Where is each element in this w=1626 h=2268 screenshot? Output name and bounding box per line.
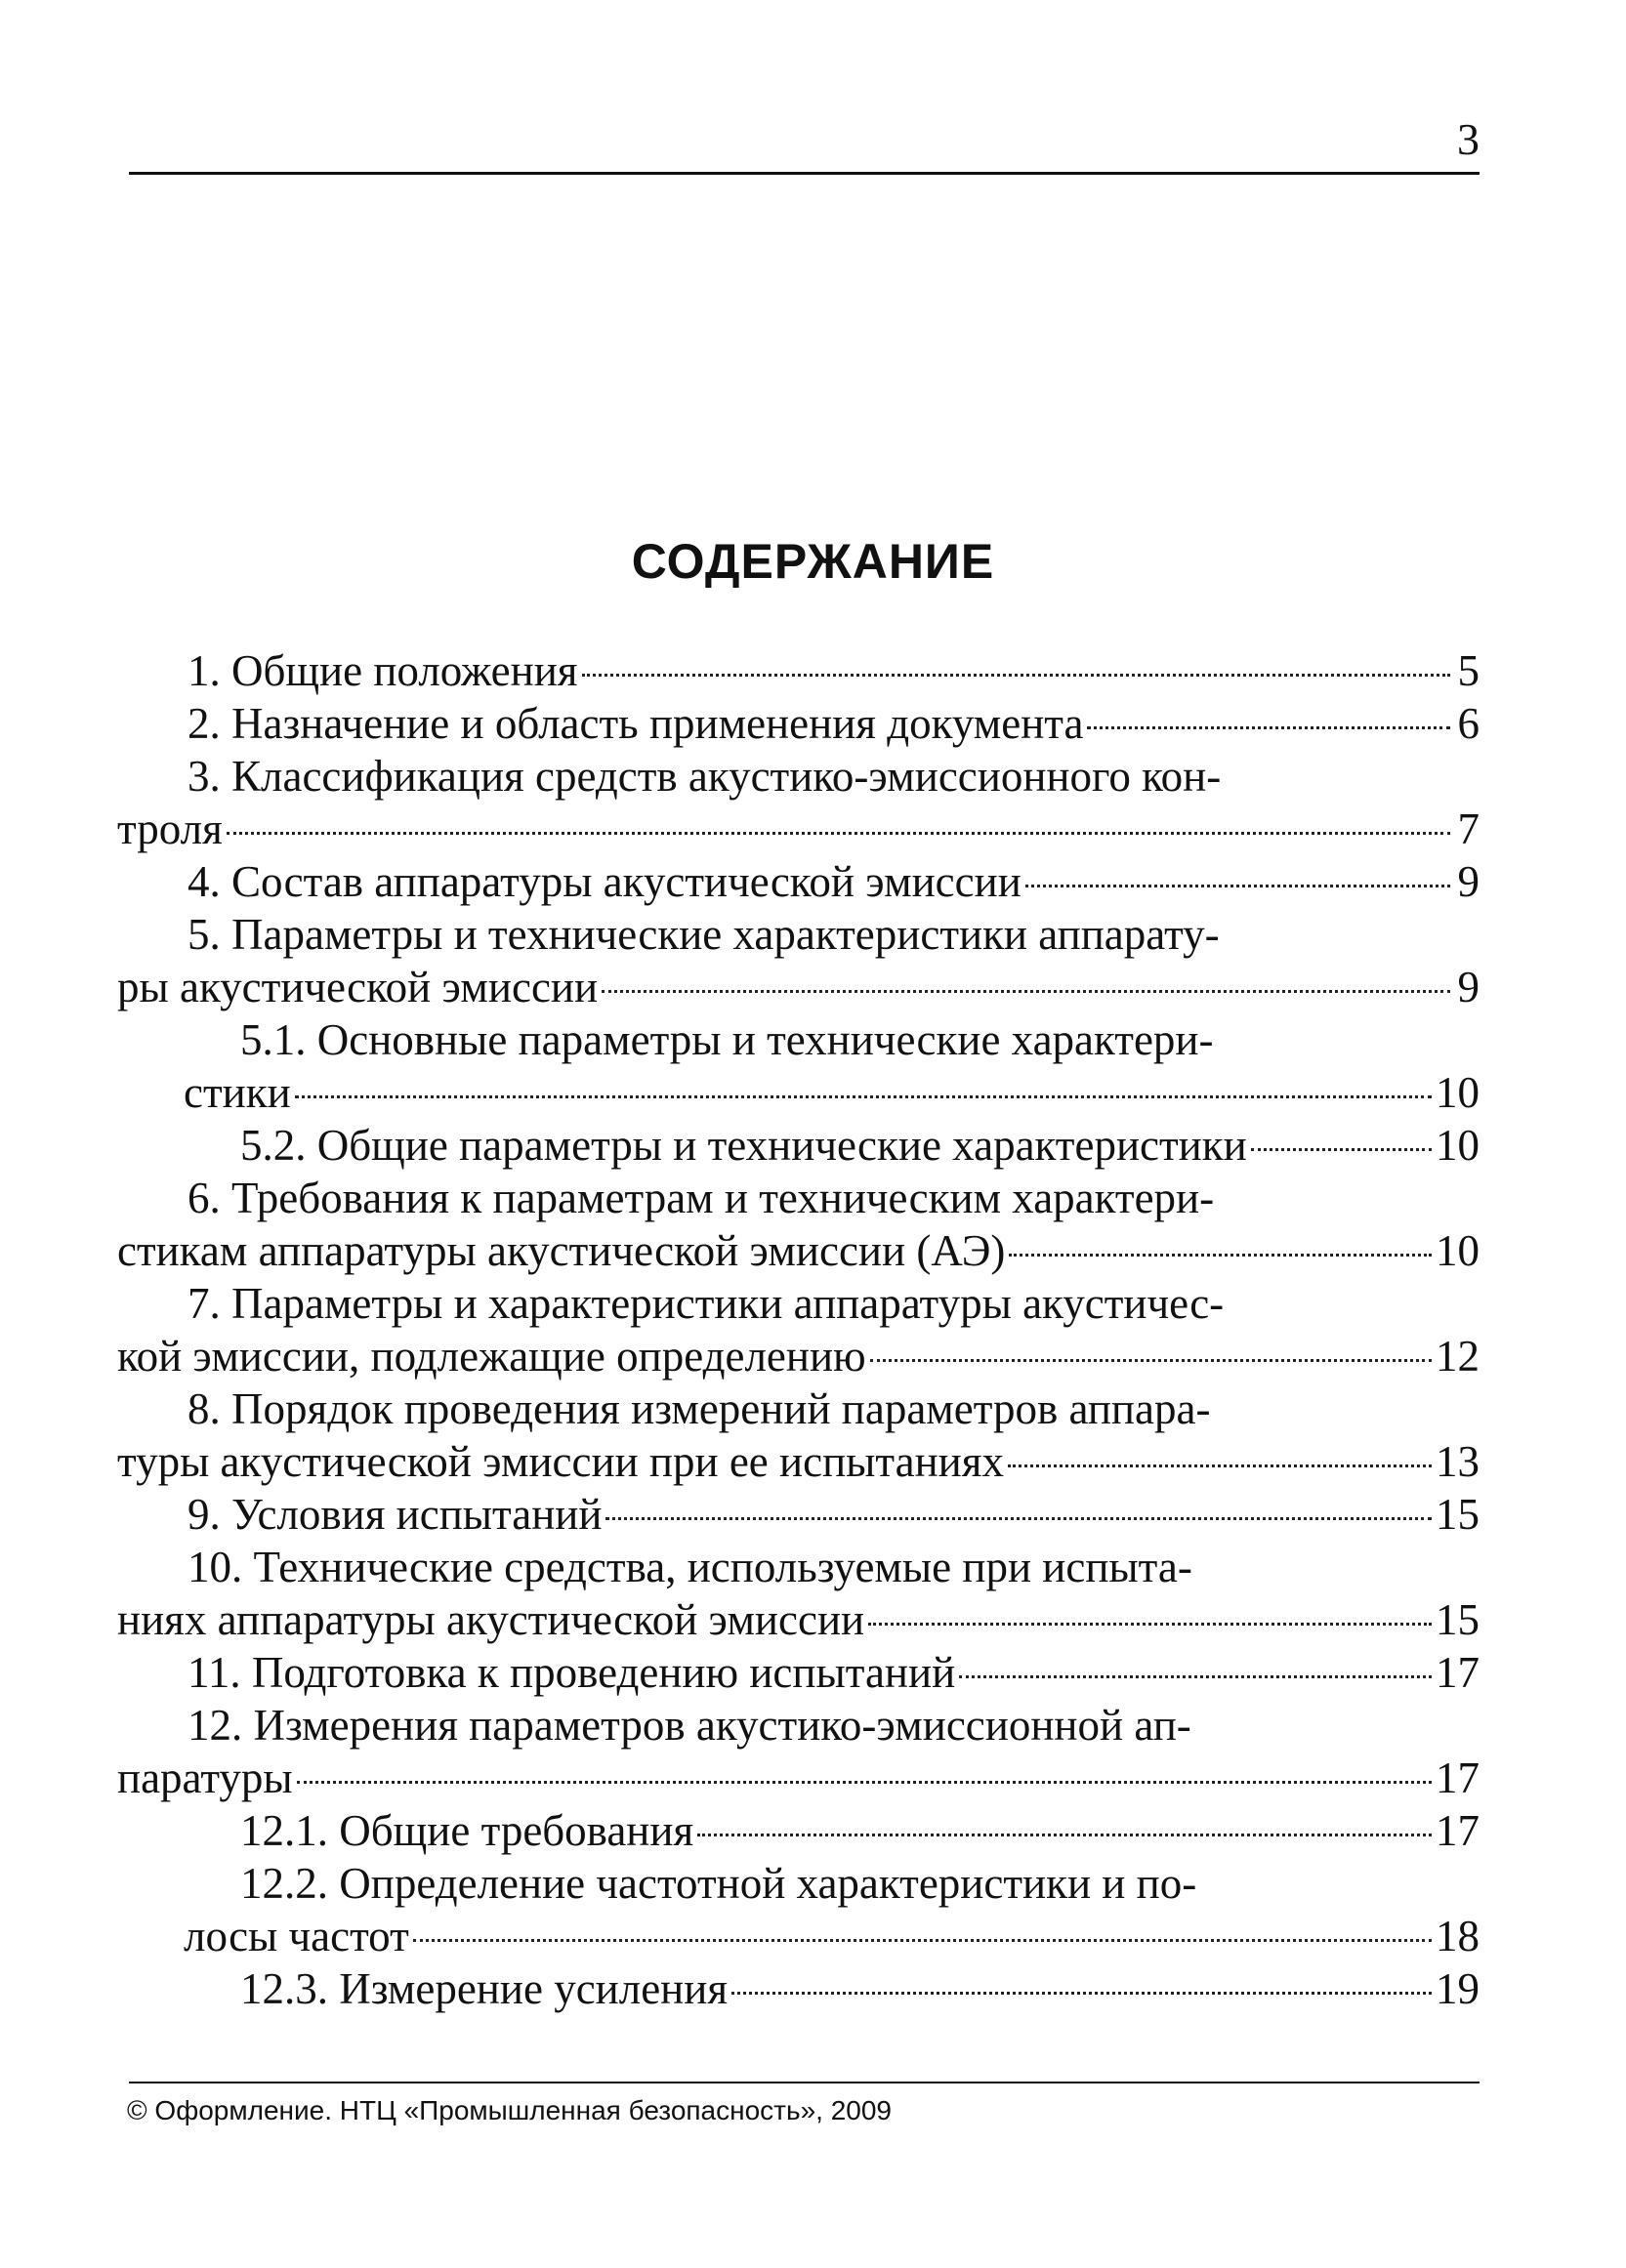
toc-entry-text: троля — [117, 804, 223, 853]
toc-entry-text: стикам аппаратуры акустической эмиссии (АЭ) — [117, 1226, 1006, 1275]
dot-leader — [1087, 726, 1450, 729]
toc-entry-text: 12.3. Измерение усиления — [240, 1964, 729, 2013]
page-number: 3 — [1457, 114, 1480, 164]
toc-page-number: 19 — [1436, 1964, 1480, 2013]
page-title: СОДЕРЖАНИЕ — [631, 534, 995, 589]
toc-page-number: 17 — [1436, 1753, 1480, 1802]
toc-entry[interactable] — [117, 1699, 1480, 1804]
toc-entry-text: 5.2. Общие параметры и технические характеристики — [240, 1121, 1247, 1170]
toc-page-number: 10 — [1436, 1121, 1480, 1170]
dot-leader — [582, 674, 1450, 677]
toc-entry-text: ры акустической эмиссии — [117, 963, 599, 1011]
toc-entry[interactable] — [117, 855, 1480, 908]
toc-page-number: 7 — [1457, 804, 1480, 853]
toc-entry-text: 6. Требования к параметрам и техническим характери- — [188, 1174, 1215, 1222]
toc-entry-text: 9. Условия испытаний — [188, 1490, 603, 1539]
dot-leader — [868, 1623, 1432, 1626]
toc-page-number: 12 — [1436, 1332, 1480, 1381]
toc-page-number: 5 — [1457, 646, 1480, 695]
toc-page-number: 10 — [1436, 1226, 1480, 1275]
header-rule — [129, 172, 1480, 175]
dot-leader — [1025, 885, 1450, 887]
dot-leader — [870, 1359, 1432, 1362]
toc-page-number: 6 — [1457, 699, 1480, 748]
toc-entry[interactable] — [117, 1172, 1480, 1277]
toc-entry-text: 2. Назначение и область применения документа — [188, 699, 1084, 748]
toc-entry[interactable] — [117, 1119, 1480, 1172]
toc-entry-text: 10. Технические средства, используемые при испыта- — [188, 1543, 1192, 1591]
toc-page-number: 13 — [1436, 1437, 1480, 1486]
dot-leader — [697, 1834, 1432, 1836]
toc-entry-text: 12. Измерения параметров акустико-эмиссионной ап- — [188, 1701, 1191, 1750]
toc-entry[interactable] — [117, 1541, 1480, 1646]
toc-entry-text: 7. Параметры и характеристики аппаратуры акустичес- — [188, 1279, 1225, 1328]
dot-leader — [1251, 1148, 1432, 1151]
toc-page-number: 15 — [1436, 1595, 1480, 1644]
toc-entry-text: кой эмиссии, подлежащие определению — [117, 1332, 866, 1381]
toc-entry[interactable] — [117, 1646, 1480, 1699]
dot-leader — [1009, 1254, 1432, 1257]
toc-entry-text: паратуры — [117, 1753, 293, 1802]
toc-entry-text: 12.1. Общие требования — [240, 1806, 694, 1855]
toc-entry-text: 8. Порядок проведения измерений параметров аппара- — [188, 1384, 1211, 1433]
toc-entry[interactable] — [117, 1013, 1480, 1119]
toc-page-number: 9 — [1457, 963, 1480, 1011]
toc-entry[interactable] — [117, 750, 1480, 855]
dot-leader — [731, 1992, 1432, 1995]
toc-entry-text: лосы частот — [184, 1912, 409, 1960]
toc-entry-text: 3. Классификация средств акустико-эмиссионного кон- — [188, 752, 1222, 801]
toc-page-number: 17 — [1436, 1648, 1480, 1697]
toc-entry-text: стики — [184, 1068, 291, 1117]
toc-entry[interactable] — [117, 697, 1480, 750]
dot-leader — [297, 1781, 1432, 1784]
toc-entry[interactable] — [117, 1277, 1480, 1382]
dot-leader — [605, 1517, 1432, 1520]
toc-entry[interactable] — [117, 1382, 1480, 1488]
toc-entry[interactable] — [117, 1962, 1480, 2015]
toc-entry-text: 5. Параметры и технические характеристики аппарату- — [188, 910, 1220, 959]
toc-page-number: 18 — [1436, 1912, 1480, 1960]
toc-entry[interactable] — [117, 1488, 1480, 1541]
toc-entry-text: 12.2. Определение частотной характеристики и по- — [240, 1859, 1197, 1908]
toc-page-number: 15 — [1436, 1490, 1480, 1539]
toc-entry-text: 4. Состав аппаратуры акустической эмиссии — [188, 857, 1021, 906]
toc-entry[interactable] — [117, 644, 1480, 697]
toc-page-number: 17 — [1436, 1806, 1480, 1855]
toc-entry-text: туры акустической эмиссии при ее испытаниях — [117, 1437, 1004, 1486]
dot-leader — [1008, 1464, 1432, 1467]
toc-page-number: 9 — [1457, 857, 1480, 906]
table-of-contents — [117, 644, 1480, 2015]
dot-leader — [602, 990, 1450, 993]
footer-rule — [129, 2082, 1480, 2083]
dot-leader — [959, 1675, 1432, 1678]
toc-entry-text: 11. Подготовка к проведению испытаний — [188, 1648, 956, 1697]
dot-leader — [295, 1095, 1432, 1098]
toc-entry-text: 5.1. Основные параметры и технические характери- — [240, 1015, 1214, 1064]
toc-entry[interactable] — [117, 1804, 1480, 1857]
toc-entry[interactable] — [117, 1857, 1480, 1962]
toc-entry-text: ниях аппаратуры акустической эмиссии — [117, 1595, 865, 1644]
copyright-notice: © Оформление. НТЦ «Промышленная безопасность», 2009 — [127, 2095, 892, 2125]
toc-entry[interactable] — [117, 908, 1480, 1013]
toc-page-number: 10 — [1436, 1068, 1480, 1117]
dot-leader — [413, 1939, 1432, 1942]
dot-leader — [227, 832, 1450, 835]
toc-entry-text: 1. Общие положения — [188, 646, 578, 695]
